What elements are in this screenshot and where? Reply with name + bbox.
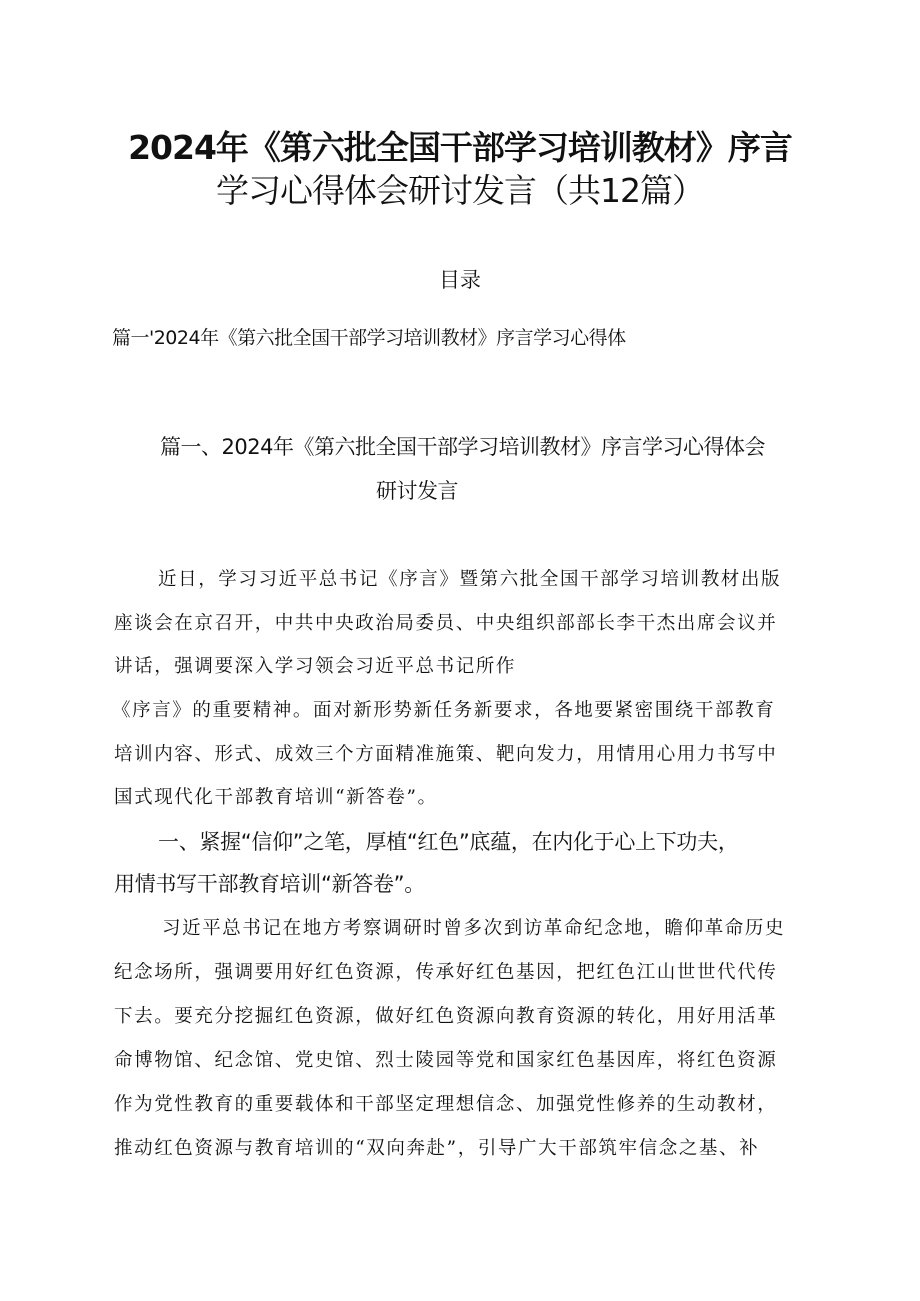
document-title-line-2: 学习心得体会研讨发言（共12篇） xyxy=(216,171,704,210)
paragraph-1-line: 座谈会在京召开，中共中央政治局委员、中央组织部部长李干杰出席会议并 xyxy=(114,613,778,634)
toc-item[interactable]: 篇一'2024年《第六批全国干部学习培训教材》序言学习心得体 xyxy=(112,327,626,349)
paragraph-1-line: 《序言》的重要精神。面对新形势新任务新要求，各地要紧密围绕干部教育 xyxy=(112,700,776,721)
paragraph-2-line: 纪念场所，强调要用好红色资源，传承好红色基因，把红色江山世世代代传 xyxy=(114,962,778,983)
paragraph-1-line: 近日，学习习近平总书记《序言》暨第六批全国干部学习培训教材出版 xyxy=(158,569,782,590)
paragraph-1-line: 讲话，强调要深入学习领会习近平总书记所作 xyxy=(114,656,517,677)
paragraph-2-line: 下去。要充分挖掘红色资源，做好红色资源向教育资源的转化，用好用活革 xyxy=(114,1006,778,1027)
paragraph-1-line: 培训内容、形式、成效三个方面精准施策、靶向发力，用情用心用力书写中 xyxy=(114,744,778,765)
document-title-line-1: 2024年《第六批全国干部学习培训教材》序言 xyxy=(128,128,792,167)
section-title-line-2: 研讨发言 xyxy=(376,479,458,503)
paragraph-2-line: 习近平总书记在地方考察调研时曾多次到访革命纪念地，瞻仰革命历史 xyxy=(162,918,786,939)
toc-heading: 目录 xyxy=(439,268,481,292)
heading-1-line: 一、紧握“信仰”之笔，厚植“红色”底蕴，在内化于心上下功夫， xyxy=(158,830,739,854)
paragraph-2-line: 命博物馆、纪念馆、党史馆、烈士陵园等党和国家红色基因库，将红色资源 xyxy=(114,1050,778,1071)
paragraph-2-line: 推动红色资源与教育培训的“双向奔赴”，引导广大干部筑牢信念之基、补 xyxy=(114,1138,760,1159)
section-title-line-1: 篇一、2024年《第六批全国干部学习培训教材》序言学习心得体会 xyxy=(160,435,765,459)
paragraph-2-line: 作为党性教育的重要载体和干部坚定理想信念、加强党性修养的生动教材， xyxy=(114,1094,778,1115)
heading-1-line: 用情书写干部教育培训“新答卷”。 xyxy=(114,872,425,896)
paragraph-1-line: 国式现代化干部教育培训“新答卷”。 xyxy=(114,787,438,808)
